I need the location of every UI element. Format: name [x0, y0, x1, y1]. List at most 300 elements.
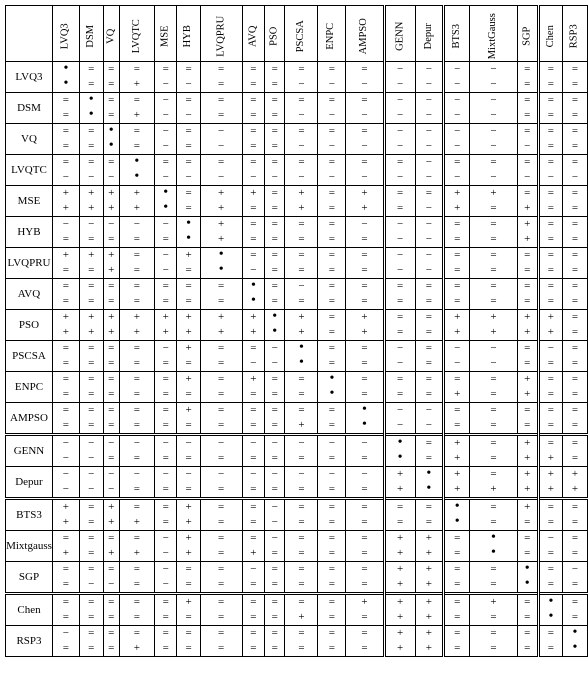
cell-value-bottom: =	[361, 516, 368, 528]
cell-value-top: +	[62, 249, 70, 261]
cell-value-bottom: =	[490, 578, 497, 590]
table-cell	[285, 279, 318, 310]
cell-value-top: +	[62, 501, 70, 513]
cell-value-top: =	[185, 563, 192, 575]
cell-value-bottom: +	[547, 483, 555, 495]
cell-value-top: −	[425, 156, 432, 168]
cell-value-bottom: =	[361, 611, 368, 623]
table-cell	[443, 403, 470, 435]
cell-value-bottom: =	[490, 202, 497, 214]
cell-value-top: =	[271, 94, 278, 106]
cell-value-bottom: =	[298, 547, 305, 559]
table-cell	[177, 467, 200, 499]
table-cell	[415, 594, 443, 626]
table-cell	[200, 594, 242, 626]
cell-value-bottom: +	[185, 326, 192, 338]
cell-value-bottom: +	[524, 452, 531, 464]
table-cell	[103, 279, 119, 310]
cell-value-top: =	[88, 156, 95, 168]
table-cell	[154, 279, 177, 310]
table-cell	[154, 310, 177, 341]
cell-value-top: •	[134, 154, 140, 169]
table-cell	[318, 626, 346, 657]
cell-value-bottom: −	[396, 419, 404, 431]
cell-value-top: =	[524, 94, 531, 106]
cell-value-bottom: =	[328, 516, 336, 528]
table-cell	[318, 403, 346, 435]
cell-value-bottom: =	[361, 264, 368, 276]
cell-value-top: −	[271, 532, 278, 544]
cell-value-bottom: =	[250, 642, 257, 654]
cell-value-bottom: +	[108, 264, 115, 276]
table-cell	[52, 372, 79, 403]
table-cell	[265, 594, 285, 626]
table-cell	[242, 217, 264, 248]
table-cell	[470, 62, 517, 93]
cell-value-top: =	[524, 627, 531, 639]
table-cell	[265, 62, 285, 93]
cell-value-bottom: −	[250, 171, 257, 183]
table-cell	[103, 531, 119, 562]
cell-value-top: =	[361, 627, 368, 639]
cell-value-top: =	[185, 280, 192, 292]
table-cell	[119, 310, 154, 341]
cell-value-top: +	[571, 468, 579, 480]
cell-value-bottom: =	[524, 357, 531, 369]
table-cell	[415, 499, 443, 531]
table-cell	[119, 531, 154, 562]
cell-value-top: =	[425, 501, 432, 513]
cell-value-bottom: =	[547, 78, 555, 90]
column-header-label: Depur	[422, 22, 434, 49]
cell-value-top: =	[62, 94, 70, 106]
cell-value-top: =	[328, 627, 336, 639]
cell-value-bottom: −	[298, 140, 305, 152]
cell-value-top: −	[271, 501, 278, 513]
table-cell	[265, 372, 285, 403]
column-header-label: AMPSO	[358, 17, 370, 54]
cell-value-bottom: =	[361, 578, 368, 590]
column-header-label: PSCSA	[295, 19, 307, 52]
cell-value-top: −	[162, 532, 169, 544]
cell-value-top: =	[133, 63, 140, 75]
column-header	[103, 6, 119, 62]
cell-value-top: =	[162, 404, 169, 416]
table-cell	[538, 310, 562, 341]
cell-value-top: +	[250, 187, 257, 199]
table-cell	[242, 248, 264, 279]
cell-value-top: =	[250, 342, 257, 354]
cell-value-top: =	[490, 627, 497, 639]
table-cell	[318, 341, 346, 372]
cell-value-bottom: −	[298, 78, 305, 90]
table-cell	[177, 93, 200, 124]
cell-value-bottom: +	[454, 452, 461, 464]
cell-value-bottom: +	[396, 547, 404, 559]
cell-value-top: =	[250, 596, 257, 608]
cell-value-bottom: =	[108, 388, 115, 400]
cell-value-bottom: =	[328, 295, 336, 307]
table-cell	[200, 531, 242, 562]
cell-value-bottom: =	[547, 264, 555, 276]
cell-value-bottom: =	[298, 483, 305, 495]
table-cell	[517, 279, 538, 310]
table-cell	[285, 562, 318, 594]
table-cell	[346, 62, 384, 93]
column-header	[52, 6, 79, 62]
cell-value-top: =	[571, 404, 579, 416]
table-cell	[285, 248, 318, 279]
cell-value-top: =	[425, 311, 432, 323]
table-cell	[265, 341, 285, 372]
cell-value-top: =	[218, 63, 225, 75]
cell-value-top: =	[524, 125, 531, 137]
table-cell	[470, 372, 517, 403]
table-cell	[265, 467, 285, 499]
cell-value-bottom: −	[396, 171, 404, 183]
cell-value-top: −	[271, 342, 278, 354]
table-cell	[443, 499, 470, 531]
table-cell	[103, 626, 119, 657]
comparison-table	[5, 5, 588, 657]
cell-value-bottom: −	[88, 171, 95, 183]
cell-value-bottom: =	[162, 483, 169, 495]
cell-value-top: =	[218, 532, 225, 544]
cell-value-top: +	[88, 249, 95, 261]
table-cell	[538, 93, 562, 124]
cell-value-top: =	[328, 311, 336, 323]
cell-value-bottom: =	[490, 233, 497, 245]
cell-value-top: =	[361, 342, 368, 354]
table-cell	[384, 467, 415, 499]
table-cell	[384, 594, 415, 626]
table-cell	[443, 155, 470, 186]
cell-value-bottom: =	[298, 233, 305, 245]
cell-value-top: =	[162, 373, 169, 385]
table-cell	[563, 186, 588, 217]
cell-value-bottom: +	[108, 326, 115, 338]
cell-value-bottom: =	[396, 388, 404, 400]
table-cell	[265, 124, 285, 155]
cell-value-bottom: −	[162, 78, 169, 90]
cell-value-top: +	[524, 437, 531, 449]
cell-value-top: =	[524, 280, 531, 292]
cell-value-bottom: =	[361, 452, 368, 464]
table-cell	[52, 531, 79, 562]
cell-value-top: •	[491, 530, 496, 545]
cell-value-bottom: =	[62, 295, 70, 307]
table-cell	[200, 248, 242, 279]
cell-value-bottom: =	[490, 419, 497, 431]
table-cell	[415, 217, 443, 248]
cell-value-bottom: •	[397, 450, 403, 465]
column-header	[346, 6, 384, 62]
table-cell	[119, 186, 154, 217]
cell-value-top: =	[547, 280, 555, 292]
cell-value-bottom: +	[454, 202, 461, 214]
table-cell	[79, 310, 103, 341]
cell-value-bottom: +	[108, 547, 115, 559]
cell-value-bottom: =	[185, 357, 192, 369]
cell-value-bottom: =	[298, 264, 305, 276]
cell-value-bottom: =	[133, 233, 140, 245]
cell-value-top: =	[162, 63, 169, 75]
cell-value-bottom: −	[62, 483, 70, 495]
table-cell	[517, 310, 538, 341]
cell-value-top: =	[108, 280, 115, 292]
cell-value-top: =	[524, 249, 531, 261]
cell-value-bottom: =	[298, 452, 305, 464]
cell-value-bottom: =	[271, 611, 278, 623]
cell-value-top: −	[162, 468, 169, 480]
cell-value-top: +	[425, 596, 432, 608]
cell-value-top: +	[108, 501, 115, 513]
cell-value-top: =	[271, 373, 278, 385]
cell-value-top: =	[218, 627, 225, 639]
table-cell	[79, 403, 103, 435]
cell-value-bottom: −	[218, 140, 225, 152]
table-cell	[265, 626, 285, 657]
cell-value-bottom: =	[490, 516, 497, 528]
cell-value-bottom: −	[524, 140, 531, 152]
cell-value-bottom: +	[108, 202, 115, 214]
row-header-label: VQ	[6, 124, 53, 155]
table-cell	[517, 403, 538, 435]
table-cell	[318, 248, 346, 279]
cell-value-bottom: •	[572, 640, 578, 655]
cell-value-top: =	[162, 280, 169, 292]
table-cell	[265, 499, 285, 531]
table-cell	[177, 248, 200, 279]
cell-value-top: =	[454, 404, 461, 416]
cell-value-bottom: −	[162, 578, 169, 590]
cell-value-top: =	[250, 249, 257, 261]
table-cell	[79, 62, 103, 93]
cell-value-top: =	[108, 342, 115, 354]
table-cell	[415, 341, 443, 372]
cell-value-bottom: +	[396, 483, 404, 495]
table-cell	[103, 93, 119, 124]
cell-value-top: =	[425, 437, 432, 449]
cell-value-top: −	[162, 125, 169, 137]
cell-value-top: =	[571, 218, 579, 230]
table-cell	[79, 155, 103, 186]
cell-value-bottom: =	[547, 578, 555, 590]
table-cell	[242, 467, 264, 499]
cell-value-bottom: +	[62, 547, 70, 559]
table-cell	[52, 403, 79, 435]
cell-value-bottom: =	[162, 233, 169, 245]
cell-value-top: +	[62, 311, 70, 323]
cell-value-bottom: =	[361, 642, 368, 654]
cell-value-top: =	[571, 249, 579, 261]
cell-value-bottom: =	[396, 202, 404, 214]
cell-value-bottom: =	[162, 295, 169, 307]
cell-value-bottom: =	[361, 483, 368, 495]
column-header-label: PSO	[268, 26, 280, 46]
cell-value-bottom: −	[185, 78, 192, 90]
table-cell	[52, 217, 79, 248]
table-cell	[177, 217, 200, 248]
cell-value-bottom: +	[250, 547, 257, 559]
cell-value-bottom: =	[88, 388, 95, 400]
cell-value-top: −	[454, 94, 461, 106]
table-cell	[52, 341, 79, 372]
cell-value-bottom: −	[162, 109, 169, 121]
cell-value-top: =	[62, 532, 70, 544]
cell-value-top: =	[108, 63, 115, 75]
cell-value-top: −	[298, 468, 305, 480]
cell-value-top: =	[524, 156, 531, 168]
table-cell	[52, 310, 79, 341]
column-header	[177, 6, 200, 62]
cell-value-top: −	[162, 218, 169, 230]
cell-value-bottom: =	[271, 388, 278, 400]
cell-value-bottom: =	[218, 109, 225, 121]
cell-value-top: =	[490, 501, 497, 513]
cell-value-top: −	[328, 437, 336, 449]
cell-value-bottom: +	[162, 326, 169, 338]
table-cell	[384, 62, 415, 93]
cell-value-top: +	[490, 187, 497, 199]
cell-value-top: =	[571, 187, 579, 199]
cell-value-top: =	[490, 437, 497, 449]
row-header-label: PSO	[6, 310, 53, 341]
table-cell	[79, 372, 103, 403]
table-cell	[443, 248, 470, 279]
cell-value-bottom: =	[62, 388, 70, 400]
cell-value-top: −	[62, 627, 70, 639]
table-cell	[538, 435, 562, 467]
cell-value-bottom: −	[490, 171, 497, 183]
cell-value-bottom: =	[571, 452, 579, 464]
column-header-label: Chen	[544, 24, 556, 47]
table-cell	[563, 124, 588, 155]
table-cell	[470, 531, 517, 562]
cell-value-bottom: =	[250, 109, 257, 121]
cell-value-top: −	[490, 63, 497, 75]
table-cell	[470, 217, 517, 248]
table-cell	[103, 467, 119, 499]
cell-value-top: •	[548, 594, 554, 609]
cell-value-top: =	[396, 501, 404, 513]
cell-value-top: −	[490, 125, 497, 137]
cell-value-top: =	[218, 94, 225, 106]
table-cell	[517, 594, 538, 626]
column-header	[285, 6, 318, 62]
cell-value-bottom: =	[328, 264, 336, 276]
cell-value-top: +	[185, 404, 192, 416]
cell-value-bottom: =	[62, 419, 70, 431]
cell-value-bottom: +	[524, 233, 531, 245]
cell-value-bottom: −	[250, 264, 257, 276]
table-cell	[103, 248, 119, 279]
table-cell	[470, 124, 517, 155]
cell-value-bottom: =	[271, 264, 278, 276]
cell-value-top: =	[298, 563, 305, 575]
cell-value-top: −	[133, 468, 140, 480]
table-cell	[563, 531, 588, 562]
cell-value-bottom: +	[133, 516, 140, 528]
cell-value-bottom: •	[298, 355, 304, 370]
table-cell	[384, 155, 415, 186]
cell-value-bottom: =	[328, 483, 336, 495]
cell-value-bottom: •	[548, 609, 554, 624]
table-cell	[415, 435, 443, 467]
cell-value-bottom: =	[62, 233, 70, 245]
table-cell	[384, 124, 415, 155]
cell-value-top: =	[361, 280, 368, 292]
cell-value-top: =	[571, 342, 579, 354]
cell-value-top: +	[218, 187, 225, 199]
cell-value-top: •	[361, 402, 367, 417]
table-cell	[318, 435, 346, 467]
cell-value-top: =	[250, 532, 257, 544]
cell-value-top: +	[547, 311, 555, 323]
cell-value-bottom: =	[328, 202, 336, 214]
cell-value-top: •	[426, 466, 432, 481]
cell-value-bottom: =	[547, 295, 555, 307]
cell-value-top: =	[62, 156, 70, 168]
cell-value-bottom: −	[162, 264, 169, 276]
table-cell	[538, 594, 562, 626]
cell-value-bottom: =	[454, 419, 461, 431]
table-cell	[415, 310, 443, 341]
table-cell	[79, 435, 103, 467]
cell-value-bottom: =	[271, 295, 278, 307]
cell-value-top: =	[218, 501, 225, 513]
cell-value-top: =	[108, 94, 115, 106]
cell-value-top: =	[524, 404, 531, 416]
table-cell	[242, 531, 264, 562]
cell-value-bottom: =	[547, 233, 555, 245]
table-cell	[119, 372, 154, 403]
cell-value-top: +	[250, 311, 257, 323]
cell-value-bottom: +	[88, 326, 95, 338]
table-cell	[242, 279, 264, 310]
cell-value-top: −	[185, 437, 192, 449]
table-cell	[346, 562, 384, 594]
cell-value-bottom: =	[571, 419, 579, 431]
table-cell	[242, 341, 264, 372]
table-cell	[415, 124, 443, 155]
table-cell	[242, 124, 264, 155]
cell-value-top: =	[62, 125, 70, 137]
cell-value-top: −	[250, 563, 257, 575]
table-cell	[318, 531, 346, 562]
cell-value-top: =	[133, 627, 140, 639]
cell-value-bottom: −	[62, 171, 70, 183]
row-header-label: LVQ3	[6, 62, 53, 93]
table-cell	[177, 435, 200, 467]
table-cell	[52, 62, 79, 93]
cell-value-bottom: =	[218, 516, 225, 528]
cell-value-top: =	[425, 373, 432, 385]
cell-value-top: •	[572, 625, 578, 640]
table-cell	[415, 93, 443, 124]
table-cell	[384, 186, 415, 217]
cell-value-bottom: +	[454, 483, 461, 495]
table-cell	[265, 155, 285, 186]
column-header	[318, 6, 346, 62]
cell-value-bottom: =	[361, 388, 368, 400]
table-cell	[563, 435, 588, 467]
column-header-label: HYB	[182, 24, 194, 47]
table-cell	[52, 594, 79, 626]
cell-value-bottom: −	[571, 171, 579, 183]
cell-value-top: =	[218, 156, 225, 168]
cell-value-bottom: =	[218, 578, 225, 590]
